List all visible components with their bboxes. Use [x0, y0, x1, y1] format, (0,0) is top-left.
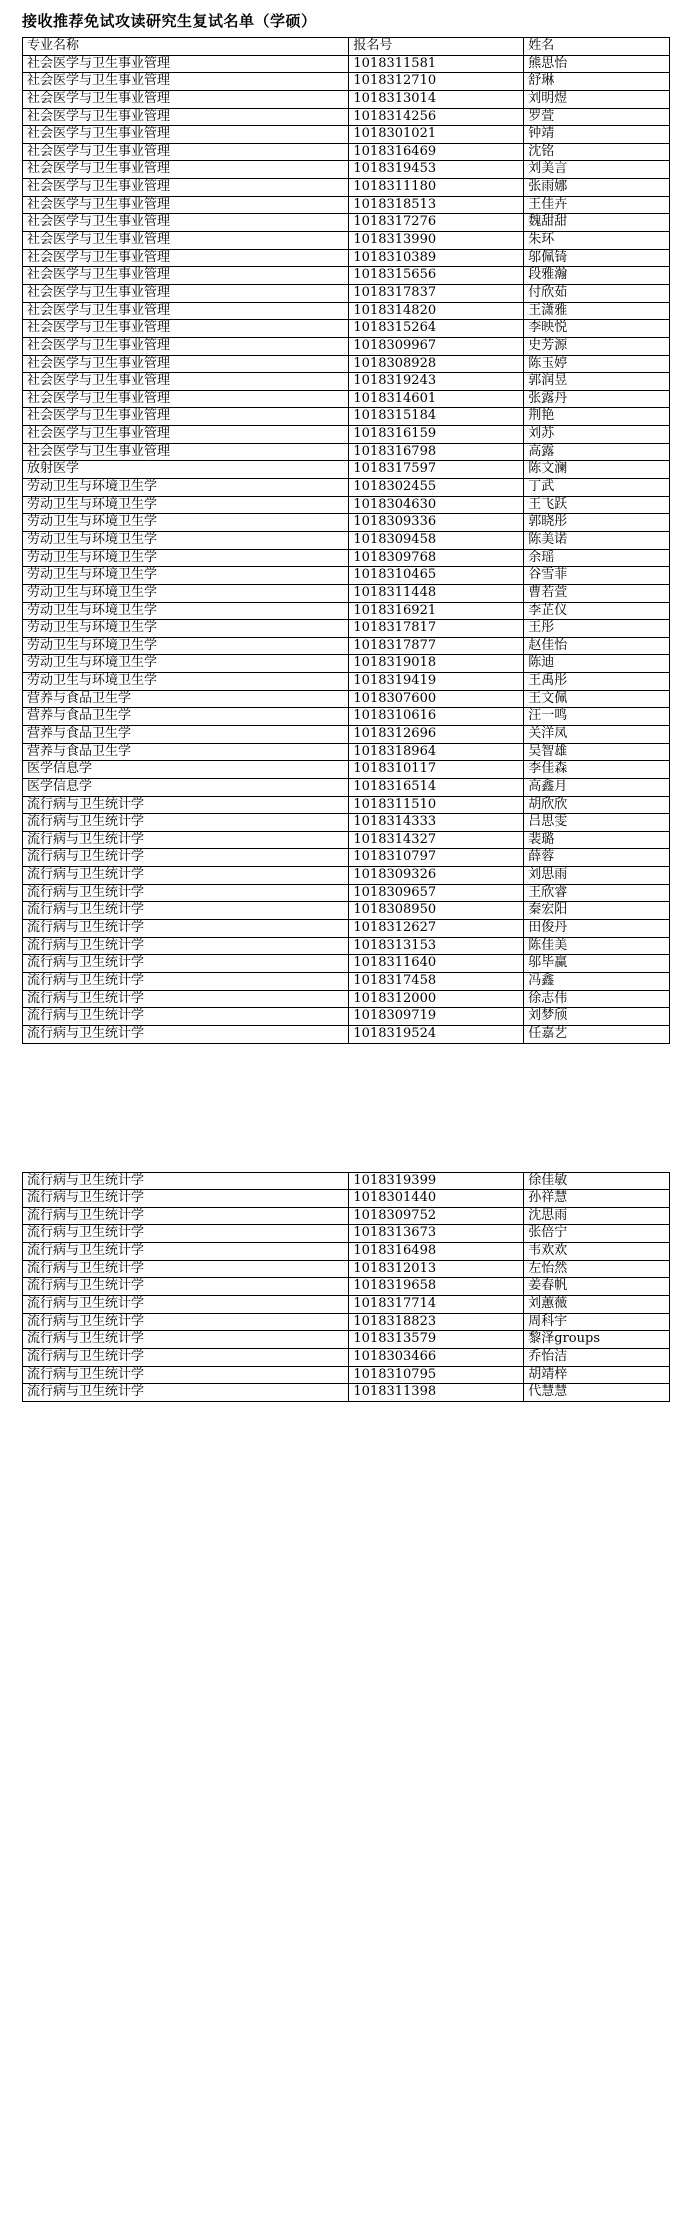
cell-id: 1018310117: [349, 761, 524, 779]
cell-id: 1018313153: [349, 937, 524, 955]
cell-major: 社会医学与卫生事业管理: [23, 390, 349, 408]
cell-major: 流行病与卫生统计学: [23, 796, 349, 814]
cell-major: 流行病与卫生统计学: [23, 1278, 349, 1296]
table-row: [23, 55, 670, 73]
cell-major: 劳动卫生与环境卫生学: [23, 655, 349, 673]
cell-name: 胡靖梓: [524, 1366, 670, 1384]
cell-id: 1018312696: [349, 725, 524, 743]
cell-major: 流行病与卫生统计学: [23, 955, 349, 973]
table-row: [23, 196, 670, 214]
cell-major: 流行病与卫生统计学: [23, 1366, 349, 1384]
cell-id: 1018311398: [349, 1384, 524, 1402]
cell-id: 1018309967: [349, 337, 524, 355]
cell-name: 高露: [524, 443, 670, 461]
cell-major: 流行病与卫生统计学: [23, 1348, 349, 1366]
cell-name: 魏甜甜: [524, 214, 670, 232]
table-row: [23, 426, 670, 444]
cell-name: 吕思雯: [524, 814, 670, 832]
cell-major: 流行病与卫生统计学: [23, 990, 349, 1008]
cell-id: 1018308950: [349, 902, 524, 920]
cell-major: 医学信息学: [23, 761, 349, 779]
cell-id: 1018309768: [349, 549, 524, 567]
cell-id: 1018318513: [349, 196, 524, 214]
cell-major: 社会医学与卫生事业管理: [23, 73, 349, 91]
cell-id: 1018303466: [349, 1348, 524, 1366]
table-row: [23, 972, 670, 990]
cell-id: 1018311581: [349, 55, 524, 73]
table-row: [23, 302, 670, 320]
cell-major: 劳动卫生与环境卫生学: [23, 496, 349, 514]
cell-name: 王文佩: [524, 690, 670, 708]
cell-name: 姜春帆: [524, 1278, 670, 1296]
table-row: [23, 655, 670, 673]
table-row: [23, 179, 670, 197]
cell-id: 1018313014: [349, 90, 524, 108]
table-row: [23, 1331, 670, 1349]
roster-table-part-1: [22, 37, 670, 1044]
cell-major: 流行病与卫生统计学: [23, 1296, 349, 1314]
cell-id: 1018319524: [349, 1025, 524, 1043]
table-row: [23, 390, 670, 408]
cell-id: 1018309719: [349, 1008, 524, 1026]
cell-name: 田俊丹: [524, 920, 670, 938]
cell-name: 刘蕙薇: [524, 1296, 670, 1314]
table-row: [23, 1278, 670, 1296]
cell-major: 放射医学: [23, 461, 349, 479]
cell-id: 1018309326: [349, 867, 524, 885]
cell-id: 1018315184: [349, 408, 524, 426]
table-row: [23, 90, 670, 108]
table-row: [23, 902, 670, 920]
cell-major: 营养与食品卫生学: [23, 743, 349, 761]
cell-id: 1018314256: [349, 108, 524, 126]
table-row: [23, 249, 670, 267]
table-row: [23, 920, 670, 938]
cell-id: 1018317817: [349, 620, 524, 638]
cell-name: 朱环: [524, 232, 670, 250]
page-title: 接收推荐免试攻读研究生复试名单（学硕）: [22, 12, 317, 30]
cell-id: 1018316498: [349, 1243, 524, 1261]
cell-id: 1018316159: [349, 426, 524, 444]
table-row: [23, 1260, 670, 1278]
page-break-gap: [0, 1044, 692, 1172]
cell-id: 1018315656: [349, 267, 524, 285]
cell-name: 罗萱: [524, 108, 670, 126]
table-row: [23, 884, 670, 902]
roster-body-part-2: [23, 1172, 670, 1401]
cell-name: 郭润昱: [524, 373, 670, 391]
cell-major: 社会医学与卫生事业管理: [23, 408, 349, 426]
cell-id: 1018316469: [349, 143, 524, 161]
cell-major: 流行病与卫生统计学: [23, 1207, 349, 1225]
cell-major: 社会医学与卫生事业管理: [23, 284, 349, 302]
cell-id: 1018319018: [349, 655, 524, 673]
cell-id: 1018314820: [349, 302, 524, 320]
table-row: [23, 567, 670, 585]
cell-name: 李佳森: [524, 761, 670, 779]
cell-name: 裴璐: [524, 831, 670, 849]
table-row: [23, 126, 670, 144]
table-row: [23, 1384, 670, 1402]
table-row: [23, 514, 670, 532]
table-row: [23, 143, 670, 161]
table-row: [23, 267, 670, 285]
cell-id: 1018318964: [349, 743, 524, 761]
cell-name: 李芷仪: [524, 602, 670, 620]
cell-major: 流行病与卫生统计学: [23, 937, 349, 955]
cell-id: 1018308928: [349, 355, 524, 373]
cell-major: 社会医学与卫生事业管理: [23, 196, 349, 214]
table-row: [23, 549, 670, 567]
cell-name: 陈美诺: [524, 531, 670, 549]
cell-id: 1018317458: [349, 972, 524, 990]
cell-name: 胡欣欣: [524, 796, 670, 814]
cell-name: 任嘉艺: [524, 1025, 670, 1043]
cell-major: 流行病与卫生统计学: [23, 972, 349, 990]
cell-major: 流行病与卫生统计学: [23, 1260, 349, 1278]
table-row: [23, 690, 670, 708]
cell-major: 社会医学与卫生事业管理: [23, 355, 349, 373]
table-row: [23, 1025, 670, 1043]
cell-name: 陈佳美: [524, 937, 670, 955]
table-row: [23, 496, 670, 514]
table-row: [23, 620, 670, 638]
cell-major: 劳动卫生与环境卫生学: [23, 514, 349, 532]
cell-name: 徐志伟: [524, 990, 670, 1008]
cell-id: 1018312627: [349, 920, 524, 938]
table-row: [23, 584, 670, 602]
cell-name: 邬佩锜: [524, 249, 670, 267]
cell-major: 社会医学与卫生事业管理: [23, 179, 349, 197]
cell-name: 王禹彤: [524, 673, 670, 691]
cell-name: 谷雪菲: [524, 567, 670, 585]
table-row: [23, 1243, 670, 1261]
table-row: [23, 320, 670, 338]
table-row: [23, 761, 670, 779]
table-row: [23, 743, 670, 761]
cell-id: 1018309458: [349, 531, 524, 549]
cell-major: 营养与食品卫生学: [23, 708, 349, 726]
cell-major: 社会医学与卫生事业管理: [23, 302, 349, 320]
cell-major: 流行病与卫生统计学: [23, 849, 349, 867]
cell-id: 1018316921: [349, 602, 524, 620]
cell-major: 流行病与卫生统计学: [23, 831, 349, 849]
cell-major: 流行病与卫生统计学: [23, 1008, 349, 1026]
cell-id: 1018317276: [349, 214, 524, 232]
table-row: [23, 673, 670, 691]
cell-name: 王佳卉: [524, 196, 670, 214]
cell-major: 流行病与卫生统计学: [23, 884, 349, 902]
cell-major: 营养与食品卫生学: [23, 690, 349, 708]
cell-id: 1018310797: [349, 849, 524, 867]
cell-major: 流行病与卫生统计学: [23, 1313, 349, 1331]
cell-major: 流行病与卫生统计学: [23, 867, 349, 885]
cell-id: 1018311180: [349, 179, 524, 197]
cell-name: 刘苏: [524, 426, 670, 444]
cell-id: 1018313673: [349, 1225, 524, 1243]
cell-id: 1018316514: [349, 778, 524, 796]
cell-name: 刘梦颀: [524, 1008, 670, 1026]
cell-name: 曹若萱: [524, 584, 670, 602]
cell-name: 张雨娜: [524, 179, 670, 197]
cell-major: 社会医学与卫生事业管理: [23, 90, 349, 108]
cell-id: 1018311640: [349, 955, 524, 973]
table-row: [23, 1366, 670, 1384]
table-row: [23, 1008, 670, 1026]
table-row: [23, 725, 670, 743]
cell-name: 郭晓彤: [524, 514, 670, 532]
cell-major: 劳动卫生与环境卫生学: [23, 549, 349, 567]
cell-id: 1018311448: [349, 584, 524, 602]
table-row: [23, 73, 670, 91]
table-row: [23, 937, 670, 955]
cell-name: 王彤: [524, 620, 670, 638]
cell-id: 1018315264: [349, 320, 524, 338]
cell-id: 1018319453: [349, 161, 524, 179]
cell-id: 1018314601: [349, 390, 524, 408]
table-row: [23, 990, 670, 1008]
cell-name: 刘明煜: [524, 90, 670, 108]
table-row: [23, 373, 670, 391]
cell-major: 劳动卫生与环境卫生学: [23, 620, 349, 638]
cell-major: 劳动卫生与环境卫生学: [23, 567, 349, 585]
table-row: [23, 108, 670, 126]
column-header-id: 报名号: [349, 38, 524, 56]
cell-name: 沈思雨: [524, 1207, 670, 1225]
cell-major: 社会医学与卫生事业管理: [23, 232, 349, 250]
table-row: [23, 232, 670, 250]
table-row: [23, 637, 670, 655]
cell-major: 流行病与卫生统计学: [23, 1025, 349, 1043]
table-row: [23, 1190, 670, 1208]
table-row: [23, 867, 670, 885]
cell-name: 付欣茹: [524, 284, 670, 302]
cell-major: 流行病与卫生统计学: [23, 1384, 349, 1402]
cell-id: 1018312000: [349, 990, 524, 1008]
table-row: [23, 1207, 670, 1225]
cell-major: 社会医学与卫生事业管理: [23, 337, 349, 355]
table-row: [23, 337, 670, 355]
cell-major: 社会医学与卫生事业管理: [23, 214, 349, 232]
cell-name: 史芳源: [524, 337, 670, 355]
cell-name: 王欣睿: [524, 884, 670, 902]
cell-major: 流行病与卫生统计学: [23, 1331, 349, 1349]
cell-id: 1018313579: [349, 1331, 524, 1349]
cell-name: 高鑫月: [524, 778, 670, 796]
table-row: [23, 1313, 670, 1331]
cell-id: 1018310465: [349, 567, 524, 585]
column-header-name: 姓名: [524, 38, 670, 56]
cell-id: 1018317877: [349, 637, 524, 655]
table-row: [23, 1225, 670, 1243]
cell-name: 沈铭: [524, 143, 670, 161]
cell-major: 劳动卫生与环境卫生学: [23, 602, 349, 620]
cell-major: 流行病与卫生统计学: [23, 1225, 349, 1243]
cell-id: 1018317714: [349, 1296, 524, 1314]
cell-id: 1018311510: [349, 796, 524, 814]
table-row: [23, 1348, 670, 1366]
cell-name: 邬毕赢: [524, 955, 670, 973]
cell-name: 吴智雄: [524, 743, 670, 761]
cell-major: 劳动卫生与环境卫生学: [23, 479, 349, 497]
cell-name: 韦欢欢: [524, 1243, 670, 1261]
cell-id: 1018301021: [349, 126, 524, 144]
table-row: [23, 708, 670, 726]
cell-major: 劳动卫生与环境卫生学: [23, 531, 349, 549]
cell-name: 李映悦: [524, 320, 670, 338]
cell-name: 刘思雨: [524, 867, 670, 885]
table-row: [23, 955, 670, 973]
cell-major: 社会医学与卫生事业管理: [23, 373, 349, 391]
cell-major: 流行病与卫生统计学: [23, 814, 349, 832]
cell-id: 1018310616: [349, 708, 524, 726]
cell-major: 劳动卫生与环境卫生学: [23, 673, 349, 691]
cell-id: 1018316798: [349, 443, 524, 461]
table-row: [23, 531, 670, 549]
table-row: [23, 814, 670, 832]
cell-name: 舒琳: [524, 73, 670, 91]
cell-major: 社会医学与卫生事业管理: [23, 108, 349, 126]
table-row: [23, 284, 670, 302]
cell-major: 社会医学与卫生事业管理: [23, 443, 349, 461]
cell-major: 社会医学与卫生事业管理: [23, 161, 349, 179]
cell-id: 1018310389: [349, 249, 524, 267]
cell-major: 社会医学与卫生事业管理: [23, 249, 349, 267]
roster-table-part-2: [22, 1172, 670, 1402]
cell-name: 陈迪: [524, 655, 670, 673]
cell-id: 1018319243: [349, 373, 524, 391]
cell-name: 周科宇: [524, 1313, 670, 1331]
cell-name: 孙祥慧: [524, 1190, 670, 1208]
table-row: [23, 443, 670, 461]
column-header-major: 专业名称: [23, 38, 349, 56]
cell-name: 荆艳: [524, 408, 670, 426]
cell-name: 冯鑫: [524, 972, 670, 990]
cell-major: 劳动卫生与环境卫生学: [23, 584, 349, 602]
table-header-row: [23, 38, 670, 56]
cell-name: 关洋凤: [524, 725, 670, 743]
cell-name: 薛蓉: [524, 849, 670, 867]
table-row: [23, 602, 670, 620]
table-row: [23, 214, 670, 232]
cell-id: 1018317837: [349, 284, 524, 302]
cell-major: 社会医学与卫生事业管理: [23, 126, 349, 144]
cell-name: 钟靖: [524, 126, 670, 144]
cell-name: 段雅瀚: [524, 267, 670, 285]
cell-id: 1018304630: [349, 496, 524, 514]
table-row: [23, 796, 670, 814]
cell-name: 乔怡洁: [524, 1348, 670, 1366]
cell-major: 流行病与卫生统计学: [23, 902, 349, 920]
cell-name: 张倍宁: [524, 1225, 670, 1243]
cell-name: 汪一鸣: [524, 708, 670, 726]
table-row: [23, 408, 670, 426]
cell-name: 丁武: [524, 479, 670, 497]
cell-id: 1018314333: [349, 814, 524, 832]
cell-major: 医学信息学: [23, 778, 349, 796]
cell-name: 左怡然: [524, 1260, 670, 1278]
cell-id: 1018313990: [349, 232, 524, 250]
cell-major: 劳动卫生与环境卫生学: [23, 637, 349, 655]
cell-major: 流行病与卫生统计学: [23, 1243, 349, 1261]
cell-id: 1018312013: [349, 1260, 524, 1278]
cell-name: 王飞跃: [524, 496, 670, 514]
roster-body-part-1: [23, 55, 670, 1043]
cell-name: 秦宏阳: [524, 902, 670, 920]
table-row: [23, 355, 670, 373]
cell-major: 社会医学与卫生事业管理: [23, 143, 349, 161]
cell-id: 1018319419: [349, 673, 524, 691]
cell-name: 熊思怡: [524, 55, 670, 73]
table-row: [23, 849, 670, 867]
table-row: [23, 161, 670, 179]
cell-major: 社会医学与卫生事业管理: [23, 267, 349, 285]
cell-id: 1018319399: [349, 1172, 524, 1190]
cell-major: 社会医学与卫生事业管理: [23, 320, 349, 338]
cell-major: 社会医学与卫生事业管理: [23, 426, 349, 444]
cell-id: 1018302455: [349, 479, 524, 497]
cell-name: 王潇雅: [524, 302, 670, 320]
cell-id: 1018312710: [349, 73, 524, 91]
table-row: [23, 479, 670, 497]
table-row: [23, 778, 670, 796]
cell-name: 张露丹: [524, 390, 670, 408]
table-row: [23, 1172, 670, 1190]
table-row: [23, 1296, 670, 1314]
cell-id: 1018319658: [349, 1278, 524, 1296]
cell-name: 陈文澜: [524, 461, 670, 479]
cell-id: 1018317597: [349, 461, 524, 479]
cell-id: 1018309657: [349, 884, 524, 902]
cell-id: 1018307600: [349, 690, 524, 708]
cell-major: 社会医学与卫生事业管理: [23, 55, 349, 73]
cell-name: 刘美言: [524, 161, 670, 179]
cell-id: 1018314327: [349, 831, 524, 849]
cell-major: 营养与食品卫生学: [23, 725, 349, 743]
cell-major: 流行病与卫生统计学: [23, 920, 349, 938]
cell-name: 徐佳敏: [524, 1172, 670, 1190]
cell-major: 流行病与卫生统计学: [23, 1190, 349, 1208]
cell-name: 代慧慧: [524, 1384, 670, 1402]
cell-id: 1018309752: [349, 1207, 524, 1225]
cell-id: 1018301440: [349, 1190, 524, 1208]
cell-name: 陈玉婷: [524, 355, 670, 373]
cell-major: 流行病与卫生统计学: [23, 1172, 349, 1190]
cell-name: 赵佳怡: [524, 637, 670, 655]
cell-id: 1018310795: [349, 1366, 524, 1384]
cell-name: 余瑶: [524, 549, 670, 567]
table-row: [23, 461, 670, 479]
cell-name: 黎泽groups: [524, 1331, 670, 1349]
cell-id: 1018309336: [349, 514, 524, 532]
cell-id: 1018318823: [349, 1313, 524, 1331]
table-row: [23, 831, 670, 849]
